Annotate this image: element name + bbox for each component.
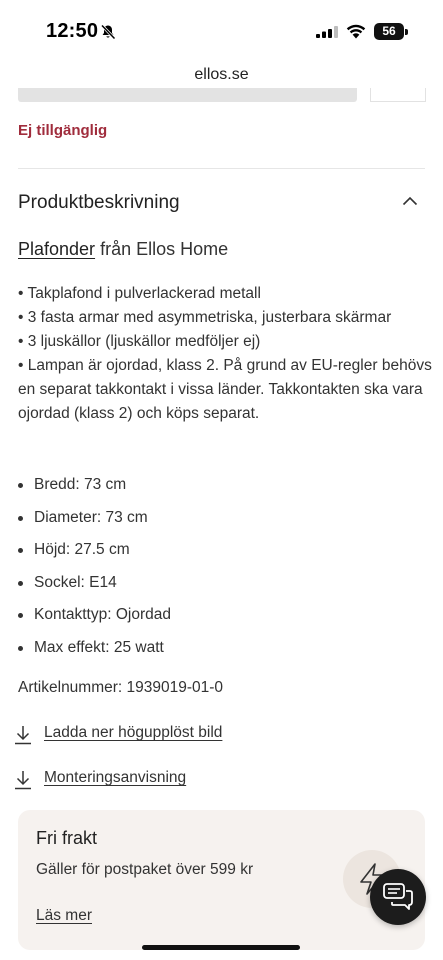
download-image-link[interactable] [14, 722, 274, 748]
description-line: • Takplafond i pulverlackerad metall [18, 285, 261, 302]
promo-title: Fri frakt [36, 828, 97, 848]
battery-tip [405, 29, 408, 35]
brand-line [18, 239, 228, 260]
availability-status: Ej tillgänglig [18, 122, 108, 139]
spec-item: Bredd: 73 cm [18, 473, 418, 506]
chevron-up-icon[interactable] [402, 196, 418, 206]
download-icon [14, 770, 32, 790]
spec-item: Sockel: E14 [18, 571, 418, 604]
download-icon [14, 725, 32, 745]
brand-name: Ellos Home [136, 239, 229, 259]
article-number: Artikelnummer: 1939019-01-0 [18, 679, 224, 696]
category-link[interactable]: Plafonder [18, 239, 96, 259]
description-line: • 3 ljuskällor (ljuskällor medföljer ej) [18, 333, 261, 350]
cellular-signal-icon [316, 26, 338, 38]
spec-item: Diameter: 73 cm [18, 506, 418, 539]
product-description [18, 282, 433, 426]
bell-slash-icon [100, 24, 116, 40]
spec-item: Max effekt: 25 watt [18, 636, 418, 669]
read-more-link[interactable]: Läs mer [36, 907, 92, 924]
promo-subtitle: Gäller för postpaket över 599 kr [36, 861, 254, 878]
spec-item: Höjd: 27.5 cm [18, 538, 418, 571]
chat-button[interactable] [370, 869, 426, 925]
home-indicator [142, 945, 300, 950]
product-description-toggle[interactable]: Produktbeskrivning [18, 192, 180, 213]
section-divider [18, 168, 425, 169]
description-line: • Lampan är ojordad, klass 2. På grund av EU-regler behövs en separat takkontakt i vissa länder. Takkontakten ska vara ojordad (klass 2) och köps separat. [18, 357, 432, 422]
status-bar [0, 0, 443, 62]
spec-item: Kontakttyp: Ojordad [18, 603, 418, 636]
url-text: ellos.se [194, 66, 249, 83]
description-line: • 3 fasta armar med asymmetriska, justerbara skärmar [18, 309, 392, 326]
spec-list [18, 473, 418, 669]
chat-bubbles-icon [383, 883, 413, 911]
wifi-icon [346, 24, 366, 39]
status-time: 12:50 [46, 20, 99, 42]
battery-indicator: 56 [374, 23, 404, 40]
favorite-button[interactable] [370, 88, 426, 102]
mounting-instructions-link[interactable] [14, 767, 234, 793]
download-image-label[interactable]: Ladda ner högupplöst bild [44, 724, 223, 741]
add-to-cart-button-disabled [18, 88, 357, 102]
free-shipping-card [18, 810, 425, 950]
mounting-instructions-label[interactable]: Monteringsanvisning [44, 769, 187, 786]
brand-prefix: från [100, 239, 132, 259]
